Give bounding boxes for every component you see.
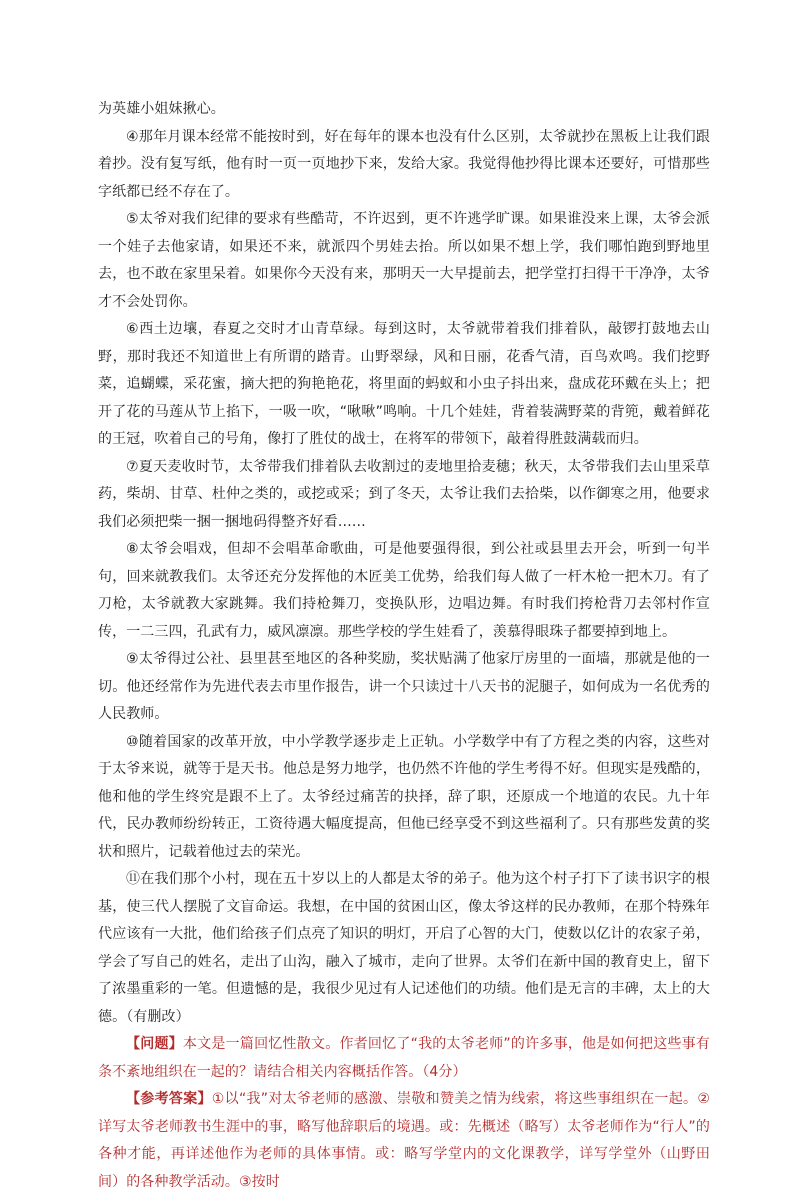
question-block: [98, 1031, 710, 1086]
paragraph-continuation: 为英雄小姐妹揪心。: [98, 101, 225, 117]
paragraph-6: ⑥西土边壤，春夏之交时才山青草绿。每到这时，太爷就带着我们排着队，敲锣打鼓地去山野，那时我还不知道世上有所谓的踏青。山野翠绿，风和日丽，花香气清，百鸟欢鸣。我们挖野菜，追蝴蝶，采花蜜，摘大把的狗艳艳花，将里面的蚂蚁和小虫子抖出来，盘成花环戴在头上；把开了花的马莲从节上掐下，一吸一吹，“啾啾”鸣响。十几个娃娃，背着装满野菜的背篼，戴着鲜花的王冠，吹着自己的号角，像打了胜仗的战士，在将军的带领下，敲着得胜鼓满载而归。: [98, 321, 710, 447]
paragraph-10: ⑩随着国家的改革开放，中小学教学逐步走上正轨。小学数学中有了方程之类的内容，这些对于太爷来说，就等于是天书。他总是努力地学，也仍然不许他的学生考得不好。但现实是残酷的，他和他的学生终究是跟不上了。太爷经过痛苦的抉择，辞了职，还原成一个地道的农民。九十年代，民办教师纷纷转正，工资待遇大幅度提高，但他已经享受不到这些福利了。只有那些发黄的奖状和照片，记载着他过去的荣光。: [98, 733, 710, 860]
answer-tag: 【参考答案】: [126, 1091, 212, 1107]
document-page: [98, 96, 710, 1196]
paragraph-8: ⑧太爷会唱戏，但却不会唱革命歌曲，可是他要强得很，到公社或县里去开会，听到一句半句，回来就教我们。太爷还充分发挥他的木匠美工优势，给我们每人做了一杆木枪一把木刀。有了刀枪，太爷就教大家跳舞。我们持枪舞刀，变换队形，边唱边舞。有时我们挎枪背刀去邻村作宣传，一二三四，孔武有力，威风凛凛。那些学校的学生娃看了，羡慕得眼珠子都要掉到地上。: [98, 541, 710, 640]
paragraph-11: ⑪在我们那个小村，现在五十岁以上的人都是太爷的弟子。他为这个村子打下了读书识字的根基，使三代人摆脱了文盲命运。我想，在中国的贫困山区，像太爷这样的民办教师，在那个特殊年代应该有一大批，他们给孩子们点亮了知识的明灯，开启了心智的大门，使数以亿计的农家子弟，学会了写自己的姓名，走出了山沟，融入了城市，走向了世界。太爷们在新中国的教育史上，留下了浓墨重彩的一笔。但遗憾的是，我很少见过有人记述他们的功绩。他们是无言的丰碑，太上的大德。（有删改）: [98, 871, 710, 1025]
paragraph-7: ⑦夏天麦收时节，太爷带我们排着队去收割过的麦地里拾麦穗；秋天，太爷带我们去山里采草药，柴胡、甘草、杜仲之类的，或挖或采；到了冬天，太爷让我们去拾柴，以作御寒之用，他要求我们必须把柴一捆一捆地码得整齐好看……: [98, 458, 710, 530]
paragraph-4: ④那年月课本经常不能按时到，好在每年的课本也没有什么区别，太爷就抄在黑板上让我们跟着抄。没有复写纸，他有时一页一页地抄下来，发给大家。我觉得他抄得比课本还要好，可惜那些字纸都已经不存在了。: [98, 128, 710, 200]
paragraph-5: ⑤太爷对我们纪律的要求有些酷苛，不许迟到，更不许逃学旷课。如果谁没来上课，太爷会派一个娃子去他家请，如果还不来，就派四个男娃去抬。所以如果不想上学，我们哪怕跑到野地里去，也不敢在家里呆着。如果你今天没有来，那明天一大早提前去，把学堂打扫得干干净净，太爷才不会处罚你。: [98, 211, 710, 310]
answer-text: ①以“我”对太爷老师的感激、崇敬和赞美之情为线索，将这些事组织在一起。②详写太爷老师教书生涯中的事，略写他辞职后的境遇。或：先概述（略写）太爷老师作为“行人”的各种才能，再详述他作为老师的具体事情。或：略写学堂内的文化课教学，详写学堂外（山野田间）的各种教学活动。③按时: [98, 1091, 710, 1190]
paragraph-9: ⑨太爷得过公社、县里甚至地区的各种奖励，奖状贴满了他家厅房里的一面墙，那就是他的一切。他还经常作为先进代表去市里作报告，讲一个只读过十八天书的泥腿子，如何成为一名优秀的人民教师。: [98, 651, 710, 722]
question-text: 本文是一篇回忆性散文。作者回忆了“我的太爷老师”的许多事，他是如何把这些事有条不紊地组织在一起的？请结合相关内容概括作答。（4分）: [98, 1036, 710, 1080]
question-tag: 【问题】: [126, 1036, 183, 1052]
answer-block: [98, 1086, 710, 1196]
